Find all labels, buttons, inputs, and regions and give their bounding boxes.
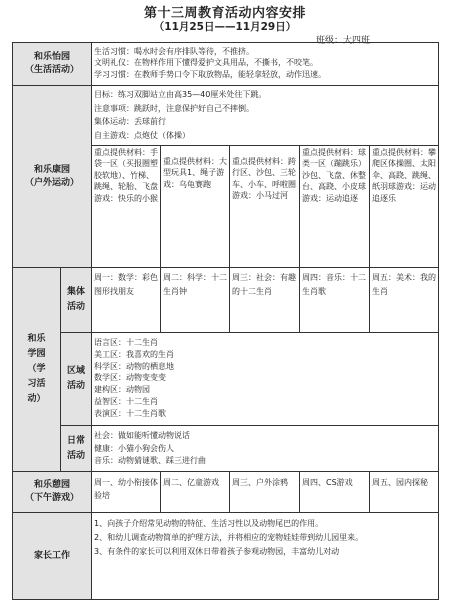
parent-line: 1、向孩子介绍常见动物的特征、生活习性以及动物尾巴的作用。 — [94, 519, 324, 528]
learning-label-part: 习活 — [27, 379, 46, 389]
outdoor-day-cell — [160, 145, 230, 268]
outdoor-day-text: 重点提供材料：攀爬区体操圈、太阳伞、高跷、跳绳、纸羽球游戏：运动追逐乐 — [372, 148, 436, 203]
outdoor-line: 自主游戏：点炮仗（体操） — [94, 130, 190, 140]
learning-label-part: 学园 — [27, 349, 46, 359]
area-activity-cell — [91, 332, 439, 426]
outdoor-label-cell — [12, 85, 92, 268]
daily-activity-label-line: 活动 — [66, 450, 85, 461]
group-day-cell — [369, 267, 439, 333]
life-label-cell — [12, 42, 92, 86]
learning-label-part: （学 — [27, 364, 46, 374]
afternoon-day-text: 周四、CS游戏 — [302, 478, 353, 487]
outdoor-day-text: 重点提供材料：手袋一区（买报圈塑胶软地）、竹梯、跳绳、轮胎、飞盘游戏：快乐的小猴 — [94, 148, 158, 203]
group-day-text: 周一：数学：彩色图形找朋友 — [94, 273, 158, 296]
group-activity-label-line: 活动 — [66, 302, 85, 312]
life-label-title: 和乐怡园 — [33, 52, 70, 62]
daily-line: 健康：小猫小狗会伤人 — [94, 443, 174, 453]
group-day-text: 周二：科学：十二生肖钟 — [163, 273, 227, 296]
area-line: 科学区：动物的栖息地 — [94, 361, 174, 371]
outdoor-day-cell — [369, 145, 439, 268]
life-line: 文明礼仪：在物样作用下懂得爱护文具用品，不撕书，不咬笔。 — [94, 58, 318, 68]
parent-label-cell — [12, 512, 92, 600]
afternoon-day-text: 周三、户外涂鸦 — [232, 478, 288, 487]
area-line: 语言区：十二生肖 — [94, 338, 158, 347]
parent-line: 3、有条件的家长可以利用双休日带着孩子参观动物园，丰富幼儿对动 — [94, 547, 340, 556]
afternoon-day-cell — [369, 471, 439, 513]
group-day-cell — [299, 267, 370, 333]
area-line: 建构区：动物园 — [94, 385, 150, 395]
afternoon-label-sub: （下午游戏） — [24, 493, 79, 503]
group-day-text: 周五：美术：我的生肖 — [372, 273, 436, 296]
area-line: 益智区：十二生肖 — [94, 396, 158, 406]
group-activity-label — [60, 267, 92, 333]
outdoor-day-cell — [299, 145, 370, 268]
afternoon-day-cell — [160, 471, 230, 513]
group-day-text: 周三：社会：有趣的十二生肖 — [232, 273, 296, 296]
daily-line: 社会：做如能听懂动物说话 — [94, 431, 190, 440]
life-content-cell — [91, 42, 439, 86]
area-line: 数学区：动物变变变 — [94, 373, 166, 383]
life-label-sub: （生活活动） — [24, 65, 79, 75]
afternoon-day-text: 周一、幼小衔接体验培 — [94, 478, 158, 500]
area-line: 美工区：我喜欢的生肖 — [94, 349, 174, 359]
area-activity-label-line: 区域 — [66, 366, 85, 376]
parent-work-cell — [91, 512, 439, 600]
outdoor-line: 注意事项：跳跃时，注意保护好自己不摔倒。 — [94, 103, 254, 113]
group-day-cell — [229, 267, 300, 333]
class-label: 班级：大四班 — [316, 36, 371, 46]
daily-line: 音乐：动物猜谜歌、踩三进行曲 — [94, 456, 206, 465]
afternoon-day-text: 周五、园内探秘 — [372, 478, 428, 487]
outdoor-line: 目标：练习双脚站立由高35—40厘米处往下跳。 — [94, 90, 267, 99]
outdoor-day-cell — [229, 145, 300, 268]
afternoon-day-cell — [229, 471, 300, 513]
outdoor-label-sub: （户外运动） — [24, 177, 79, 188]
afternoon-day-text: 周二、亿童游戏 — [163, 478, 219, 487]
outdoor-line: 集体运动：丢球前行 — [94, 117, 166, 126]
life-line: 学习习惯：在教师手势口令下取放物品，能轻拿轻放，动作迅速。 — [94, 69, 326, 79]
date-range: （11月25日——11月29日） — [153, 21, 297, 33]
group-activity-label-line: 集体 — [66, 287, 85, 297]
document-title: 第十三周教育活动内容安排 — [143, 6, 306, 21]
daily-activity-label — [60, 425, 92, 472]
area-activity-label-line: 活动 — [66, 381, 85, 391]
learning-label-part: 动） — [27, 394, 46, 404]
parent-line: 2、和幼儿调查动物简单的护理方法，并将相应的宠物娃娃带到幼儿园里来。 — [94, 533, 364, 542]
group-day-cell — [160, 267, 230, 333]
outdoor-label-title: 和乐康园 — [33, 164, 70, 175]
outdoor-day-text: 重点提供材料：跨行区、沙包、三轮车、小车、呼啦圈游戏：小马过河 — [232, 157, 296, 201]
afternoon-day-cell — [299, 471, 370, 513]
outdoor-day-text: 重点提供材料：大型玩具1、绳子游戏：乌龟赛跑 — [163, 157, 227, 189]
outdoor-goal-cell — [91, 85, 439, 146]
group-day-text: 周四：音乐：十二生肖歌 — [302, 273, 366, 296]
afternoon-label-title: 和乐憩园 — [33, 480, 70, 490]
daily-activity-cell — [91, 425, 439, 472]
area-activity-label — [60, 332, 92, 426]
life-line: 生活习惯：喝水时会有序排队等待，不推挤。 — [94, 47, 254, 56]
outdoor-day-cell — [91, 145, 161, 268]
group-day-cell — [91, 267, 161, 333]
afternoon-day-cell — [91, 471, 161, 513]
afternoon-label-cell — [12, 471, 92, 513]
learning-label-cell — [12, 267, 61, 472]
parent-label: 家长工作 — [33, 550, 70, 561]
area-line: 表演区：十二生肖歌 — [94, 408, 166, 418]
learning-label-part: 和乐 — [27, 334, 46, 344]
daily-activity-label-line: 日常 — [66, 435, 85, 446]
outdoor-day-text: 重点提供材料：球类一区（蹦跳乐）沙包、飞盘、休整台、高跷、小皮球游戏：运动追逐 — [302, 148, 366, 203]
